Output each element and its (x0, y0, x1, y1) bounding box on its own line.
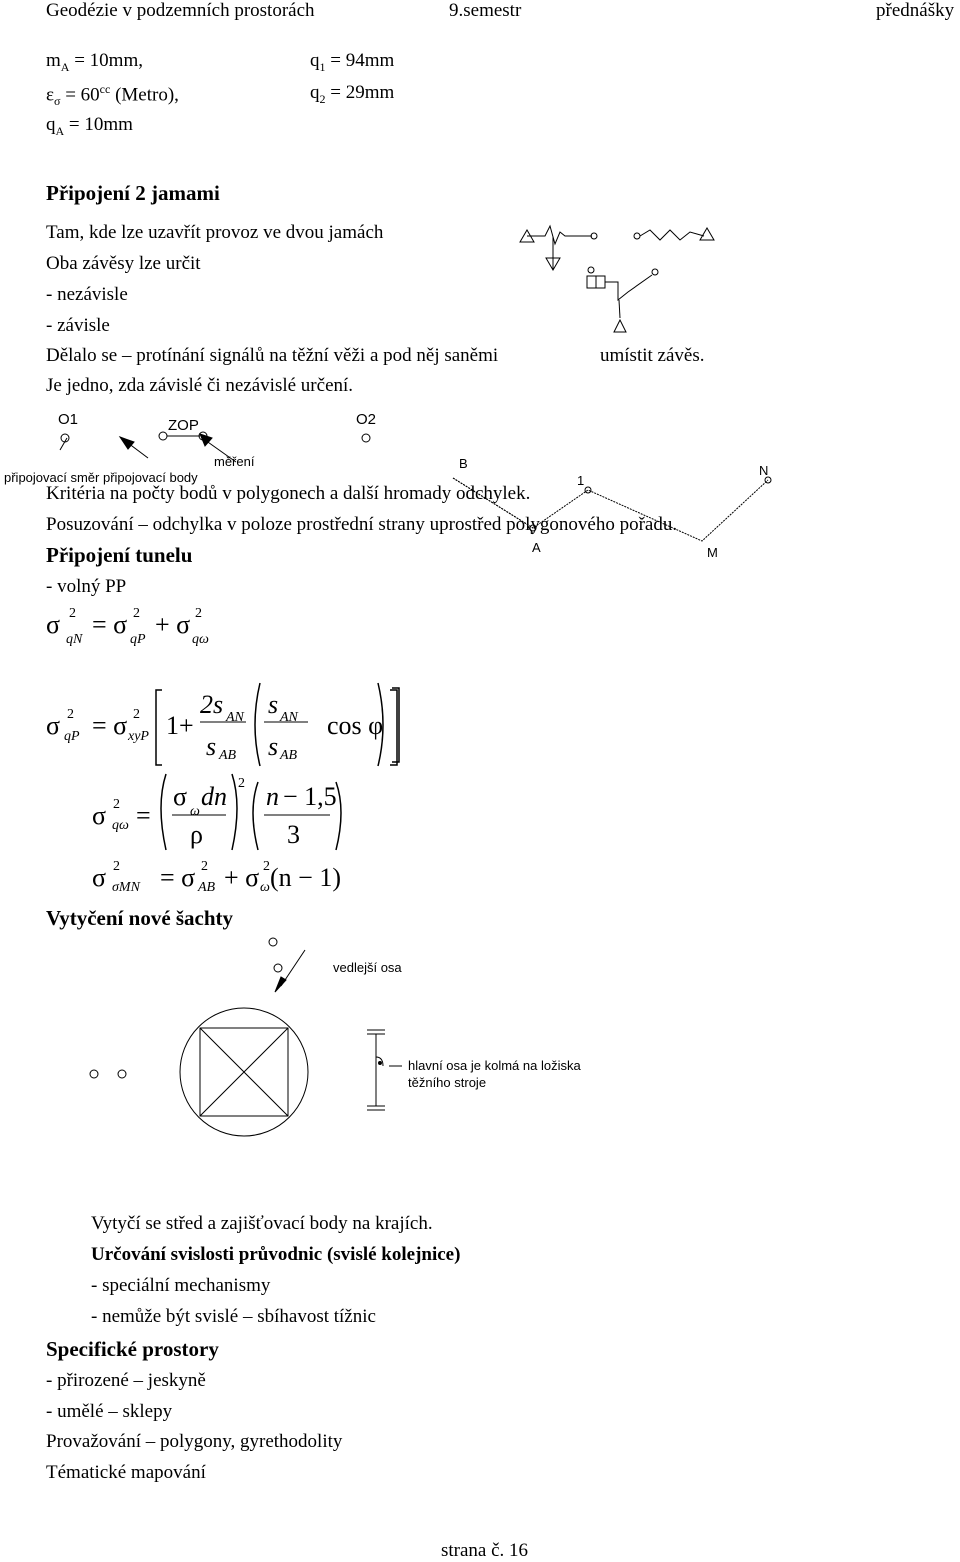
formula-2-brackets (156, 683, 399, 766)
text-line: Provažování – polygony, gyrethodolity (46, 1431, 343, 1452)
heading-two-shafts: Připojení 2 jamami (46, 181, 220, 205)
param-mA: $m_A = 10mm$, (46, 50, 143, 74)
one-plus: 1+ (166, 711, 194, 740)
exp: 2 (201, 859, 208, 874)
formula-1: σ (46, 610, 61, 639)
sub: xyP (128, 729, 149, 744)
label-mereni: měření (214, 454, 255, 469)
shaft-diagram (520, 226, 714, 332)
label-hlavni-2: těžního stroje (408, 1075, 487, 1090)
sub-qN: qN (66, 632, 83, 647)
sub: qω (112, 818, 129, 833)
text-line: Dělalo se – protínání signálů na těžní věži a pod něj saněmi (46, 345, 499, 366)
exp: 2 (133, 707, 140, 722)
page-number: strana č. 16 (441, 1540, 529, 1561)
exp: 2 (263, 859, 270, 874)
heading-new-shaft: Vytyčení nové šachty (46, 906, 234, 930)
connection-diagram (60, 432, 370, 462)
label-1: 1 (577, 473, 585, 488)
sub: AN (280, 710, 298, 725)
sub: qP (64, 729, 80, 744)
sub: AN (226, 710, 244, 725)
param-q1: $q_1 = 94mm$ (310, 50, 395, 74)
sub-qP: qP (130, 632, 146, 647)
sub: ω (190, 804, 200, 819)
label-m: M (707, 545, 718, 560)
list-item: - nemůže být svislé – sbíhavost tížnic (91, 1306, 376, 1327)
sub: AB (219, 748, 237, 763)
param-q2: $q_2 = 29mm$ (310, 82, 395, 106)
exp: 2 (113, 797, 120, 812)
text-line: Vytyčí se střed a zajišťovací body na krajích. (91, 1213, 433, 1234)
list-item: - nezávisle (46, 284, 128, 305)
heading-svislost: Určování svislosti průvodnic (svislé kolejnice) (91, 1244, 461, 1265)
plus: + σ (155, 610, 191, 639)
list-item: - přirozené – jeskyně (46, 1370, 206, 1391)
param-eps: $\varepsilon_\sigma = 60^{cc}$ (Metro), (46, 82, 179, 109)
header-title: Geodézie v podzemních prostorách (46, 0, 315, 21)
sub: AB (280, 748, 298, 763)
label-pripojovaci: připojovací směr připojovací body (4, 470, 198, 485)
text-line: Tématické mapování (46, 1462, 206, 1483)
exp: 2 (238, 776, 245, 791)
eq: = σ (92, 711, 128, 740)
label-b: B (459, 456, 468, 471)
exp: 2 (113, 859, 120, 874)
den-s: s (268, 732, 279, 761)
shaft-layout (90, 938, 402, 1136)
formula-3: σ (92, 801, 107, 830)
exp: 2 (133, 606, 140, 621)
label-hlavni-1: hlavní osa je kolmá na ložiska (408, 1058, 581, 1073)
label-o2: O2 (356, 411, 377, 428)
sub: σMN (112, 880, 140, 895)
three: 3 (287, 820, 300, 849)
label-a: A (532, 540, 541, 555)
header-type: přednášky (876, 0, 955, 21)
text-line: Tam, kde lze uzavřít provoz ve dvou jamách (46, 222, 384, 243)
formula-3-parens (161, 774, 341, 850)
rho: ρ (190, 820, 203, 849)
num-s: s (268, 690, 279, 719)
dn: dn (201, 782, 227, 811)
label-zop: ZOP (168, 417, 199, 434)
exp: 2 (195, 606, 202, 621)
list-item: - volný PP (46, 576, 127, 597)
formula-4: σ (92, 863, 107, 892)
minus: − 1,5 (283, 782, 337, 811)
sub: ω (260, 880, 270, 895)
eq: = σ (160, 863, 196, 892)
cos-phi: cos φ (327, 711, 384, 740)
param-qA: $q_A = 10mm$ (46, 114, 133, 138)
plus: + σ (224, 863, 260, 892)
sigma: σ (173, 782, 188, 811)
eq: = (136, 801, 151, 830)
heading-specific: Specifické prostory (46, 1337, 219, 1361)
n: n (266, 782, 279, 811)
list-item: - závisle (46, 315, 110, 336)
tail: (n − 1) (270, 863, 341, 892)
text-line: Je jedno, zda závislé či nezávislé určení. (46, 375, 354, 396)
den-s: s (206, 732, 217, 761)
label-n: N (759, 463, 769, 478)
heading-tunnel: Připojení tunelu (46, 543, 193, 567)
list-item: - umělé – sklepy (46, 1401, 173, 1422)
polygon-traverse (453, 478, 768, 541)
sub-qw: qω (192, 632, 209, 647)
exp: 2 (67, 707, 74, 722)
side-note: umístit závěs. (600, 345, 705, 366)
text-kriteria: Kritéria na počty bodů v polygonech a další hromady odchylek. (46, 483, 531, 504)
num-2s: 2s (200, 690, 224, 719)
text-line: Oba závěsy lze určit (46, 253, 201, 274)
label-o1: O1 (58, 411, 79, 428)
header-semester: 9.semestr (449, 0, 522, 21)
list-item: - speciální mechanismy (91, 1275, 271, 1296)
text-posuzovani: Posuzování – odchylka v poloze prostřední strany uprostřed polygonového pořadu. (46, 514, 678, 535)
sub: AB (198, 880, 216, 895)
formula-2: σ (46, 711, 61, 740)
exp: 2 (69, 606, 76, 621)
label-vedlejsi: vedlejší osa (333, 960, 402, 975)
eq: = σ (92, 610, 128, 639)
